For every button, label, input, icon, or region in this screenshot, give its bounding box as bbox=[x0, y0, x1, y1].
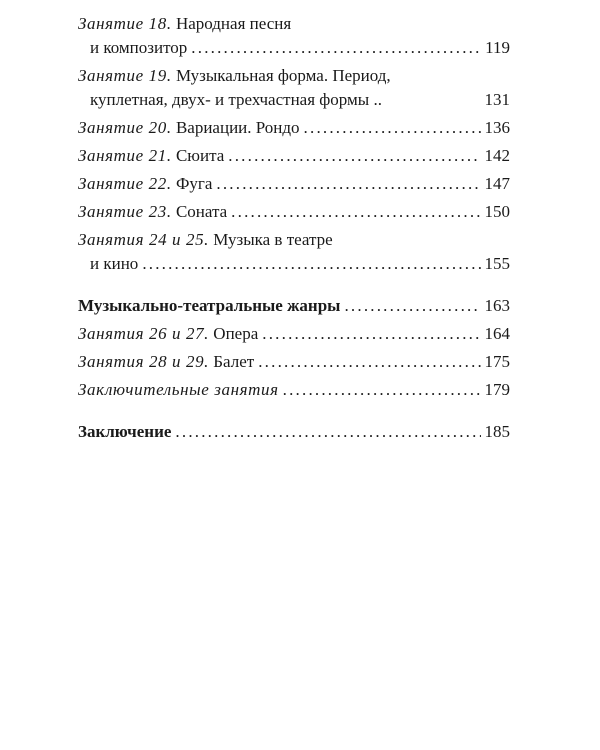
entry-title-continuation: куплетная, двух- и трехчастная формы .. bbox=[90, 90, 382, 109]
entry-title: Вариации. Рондо bbox=[175, 118, 300, 137]
page-number: 179 bbox=[484, 380, 510, 399]
entry-title-continuation: и кино bbox=[90, 254, 139, 273]
page-number: 150 bbox=[484, 202, 510, 221]
page-number: 119 bbox=[485, 38, 510, 57]
page-number: 142 bbox=[484, 146, 510, 165]
lesson-label: Занятия 26 и 27. bbox=[78, 324, 210, 343]
dot-leader bbox=[344, 294, 480, 318]
lesson-label: Занятия 28 и 29. bbox=[78, 352, 210, 371]
lesson-label: Занятие 23. bbox=[78, 202, 172, 221]
toc-section-music-theatre-genres bbox=[78, 294, 510, 318]
toc-entry-lesson-18 bbox=[78, 12, 510, 60]
dot-leader bbox=[191, 36, 481, 60]
lesson-label: Занятие 20. bbox=[78, 118, 172, 137]
lesson-label: Занятие 19. bbox=[78, 66, 172, 85]
toc-entry-final-lessons bbox=[78, 378, 510, 402]
entry-title: Фуга bbox=[175, 174, 213, 193]
dot-leader bbox=[216, 172, 480, 196]
entry-title: Опера bbox=[213, 324, 259, 343]
entry-title: Соната bbox=[175, 202, 228, 221]
conclusion-title: Заключение bbox=[78, 422, 172, 441]
dot-leader bbox=[258, 350, 480, 374]
toc-entry-lesson-19 bbox=[78, 64, 510, 112]
lesson-label: Занятие 18. bbox=[78, 14, 172, 33]
page-number: 175 bbox=[484, 352, 510, 371]
toc-entry-lesson-22 bbox=[78, 172, 510, 196]
entry-title: Балет bbox=[213, 352, 255, 371]
section-title: Музыкально-театральные жанры bbox=[78, 296, 341, 315]
entry-title-continuation: и композитор bbox=[90, 38, 188, 57]
lesson-label: Занятия 24 и 25. bbox=[78, 230, 210, 249]
page-number: 155 bbox=[484, 254, 510, 273]
entry-title: Музыка в театре bbox=[213, 230, 333, 249]
toc-entry-lessons-28-29 bbox=[78, 350, 510, 374]
toc-entry-lessons-24-25 bbox=[78, 228, 510, 276]
entry-title: Музыкальная форма. Период, bbox=[175, 66, 391, 85]
toc-entry-lessons-26-27 bbox=[78, 322, 510, 346]
page-number: 185 bbox=[484, 422, 510, 441]
dot-leader bbox=[231, 200, 480, 224]
page-number: 131 bbox=[484, 90, 510, 109]
toc-entry-lesson-21 bbox=[78, 144, 510, 168]
table-of-contents bbox=[78, 12, 510, 444]
dot-leader bbox=[142, 252, 480, 276]
entry-title: Сюита bbox=[175, 146, 225, 165]
dot-leader bbox=[262, 322, 480, 346]
toc-entry-conclusion bbox=[78, 420, 510, 444]
dot-leader bbox=[304, 116, 481, 140]
lesson-label: Заключительные занятия bbox=[78, 380, 279, 399]
page-number: 136 bbox=[484, 118, 510, 137]
dot-leader bbox=[283, 378, 481, 402]
toc-entry-lesson-23 bbox=[78, 200, 510, 224]
page-number: 163 bbox=[484, 296, 510, 315]
page-number: 147 bbox=[484, 174, 510, 193]
page-number: 164 bbox=[484, 324, 510, 343]
dot-leader bbox=[175, 420, 480, 444]
dot-leader bbox=[228, 144, 480, 168]
toc-entry-lesson-20 bbox=[78, 116, 510, 140]
lesson-label: Занятие 22. bbox=[78, 174, 172, 193]
lesson-label: Занятие 21. bbox=[78, 146, 172, 165]
entry-title: Народная песня bbox=[175, 14, 292, 33]
